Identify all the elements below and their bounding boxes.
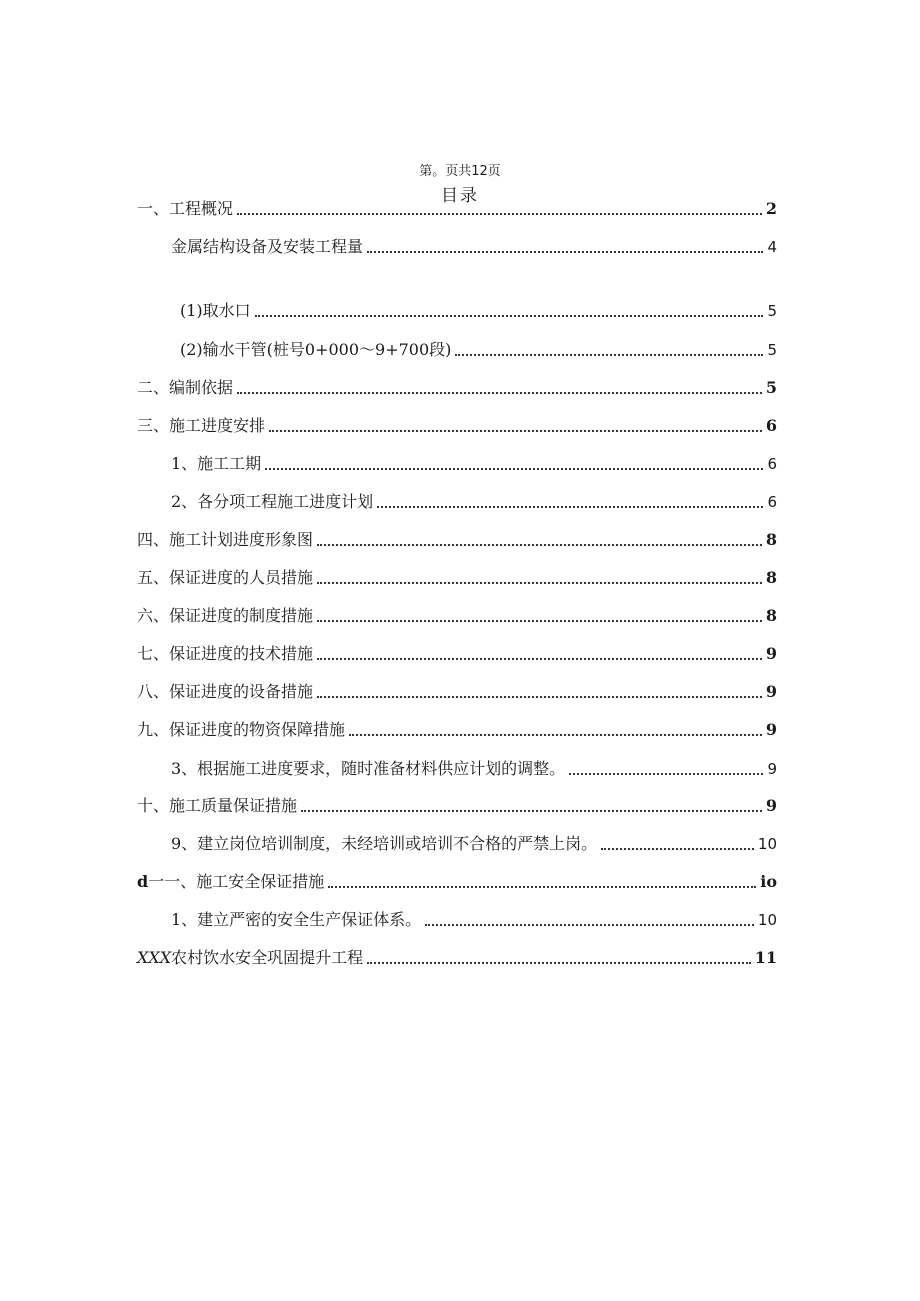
toc-entry-label	[137, 947, 363, 969]
toc-entry-label: (2)输水干管(桩号0+000～9+700段)	[180, 340, 452, 359]
toc-entry-label: 八、保证进度的设备措施	[137, 682, 314, 701]
toc-entry-page: 6	[767, 493, 777, 511]
toc-entry-label: 2、各分项工程施工进度计划	[171, 492, 374, 511]
toc-entry-page: 9	[765, 796, 777, 815]
dot-leader	[367, 962, 751, 964]
toc-entry-label: 一、工程概况	[137, 199, 234, 218]
toc-entry-page: 11	[754, 948, 777, 967]
toc-entry-page: 10	[757, 911, 777, 929]
dot-leader	[237, 392, 762, 394]
toc-entry-label	[137, 871, 324, 893]
toc-entry-label: 九、保证进度的物资保障措施	[137, 720, 346, 739]
dot-leader	[425, 924, 754, 926]
dot-leader	[455, 354, 763, 356]
toc-entry-page: 6	[765, 416, 777, 435]
toc-entry-page: 8	[765, 568, 777, 587]
toc-entry-page: 5	[767, 302, 777, 320]
dot-leader	[317, 582, 762, 584]
toc-entry-label: 金属结构设备及安装工程量	[171, 237, 364, 256]
dot-leader	[377, 506, 763, 508]
toc-entry-page: 2	[765, 199, 777, 218]
toc-entry-label: 五、保证进度的人员措施	[137, 568, 314, 587]
toc-entry-page: 8	[765, 530, 777, 549]
toc-entry-label-prefix: XXX	[137, 948, 172, 967]
dot-leader	[367, 251, 763, 253]
toc-entry-construction-period[interactable]	[171, 451, 777, 475]
toc-entry-safety-measures[interactable]	[137, 869, 777, 893]
toc-entry-page: io	[760, 872, 777, 891]
dot-leader	[301, 810, 762, 812]
dot-leader	[317, 544, 762, 546]
toc-entry-label: 9、建立岗位培训制度，未经培训或培训不合格的严禁上岗。	[171, 834, 598, 853]
toc-entry-technical-measures[interactable]	[137, 641, 777, 665]
toc-entry-label: 十、施工质量保证措施	[137, 796, 298, 815]
toc-entry-label: 四、施工计划进度形象图	[137, 530, 314, 549]
dot-leader	[349, 734, 762, 736]
toc-entry-system-measures[interactable]	[137, 603, 777, 627]
toc-entry-equipment-measures[interactable]	[137, 679, 777, 703]
toc-entry-material-plan-adjust[interactable]	[171, 756, 777, 780]
toc-entry-label: (1)取水口	[180, 301, 251, 320]
toc-entry-metal-structure[interactable]	[171, 234, 777, 258]
toc-entry-water-intake[interactable]	[180, 298, 777, 322]
toc-entry-label: 1、建立严密的安全生产保证体系。	[171, 910, 422, 929]
dot-leader	[255, 315, 763, 317]
page-number-header: 第。页共12页	[419, 164, 501, 179]
toc-entry-personnel-measures[interactable]	[137, 565, 777, 589]
toc-entry-label: 二、编制依据	[137, 378, 234, 397]
toc-entry-page: 6	[767, 455, 777, 473]
toc-entry-label: 七、保证进度的技术措施	[137, 644, 314, 663]
dot-leader	[237, 213, 762, 215]
toc-entry-page: 9	[765, 644, 777, 663]
toc-entry-label: 3、根据施工进度要求，随时准备材料供应计划的调整。	[171, 759, 566, 778]
toc-entry-progress-image[interactable]	[137, 527, 777, 551]
dot-leader	[317, 620, 762, 622]
dot-leader	[569, 773, 763, 775]
toc-entry-page: 5	[767, 341, 777, 359]
toc-entry-page: 9	[767, 760, 777, 778]
toc-entry-page: 10	[757, 835, 777, 853]
toc-entry-page: 8	[765, 606, 777, 625]
dot-leader	[317, 696, 762, 698]
toc-entry-label-text: 一一、施工安全保证措施	[148, 872, 325, 891]
toc-entry-safety-system[interactable]	[171, 907, 777, 931]
toc-entry-material-measures[interactable]	[137, 717, 777, 741]
toc-title: 目录	[441, 186, 479, 206]
toc-entry-label: 三、施工进度安排	[137, 416, 266, 435]
toc-entry-schedule[interactable]	[137, 413, 777, 437]
dot-leader	[601, 848, 754, 850]
dot-leader	[265, 468, 763, 470]
toc-entry-page: 9	[765, 682, 777, 701]
toc-entry-page: 4	[767, 238, 777, 256]
toc-entry-label: 1、施工工期	[171, 454, 262, 473]
toc-entry-label-text: 农村饮水安全巩固提升工程	[171, 948, 364, 967]
toc-entry-label: 六、保证进度的制度措施	[137, 606, 314, 625]
toc-entry-quality-measures[interactable]	[137, 793, 777, 817]
toc-entry-project-overview[interactable]	[137, 196, 777, 220]
toc-entry-training-system[interactable]	[171, 831, 777, 855]
toc-entry-rural-water-project[interactable]	[137, 945, 777, 969]
dot-leader	[328, 886, 756, 888]
dot-leader	[269, 430, 762, 432]
toc-entry-label-prefix: d	[137, 872, 149, 891]
toc-entry-page: 9	[765, 720, 777, 739]
toc-entry-progress-plan[interactable]	[171, 489, 777, 513]
toc-entry-page: 5	[765, 378, 777, 397]
dot-leader	[317, 658, 762, 660]
toc-entry-basis[interactable]	[137, 375, 777, 399]
toc-entry-main-pipe[interactable]	[180, 337, 777, 361]
